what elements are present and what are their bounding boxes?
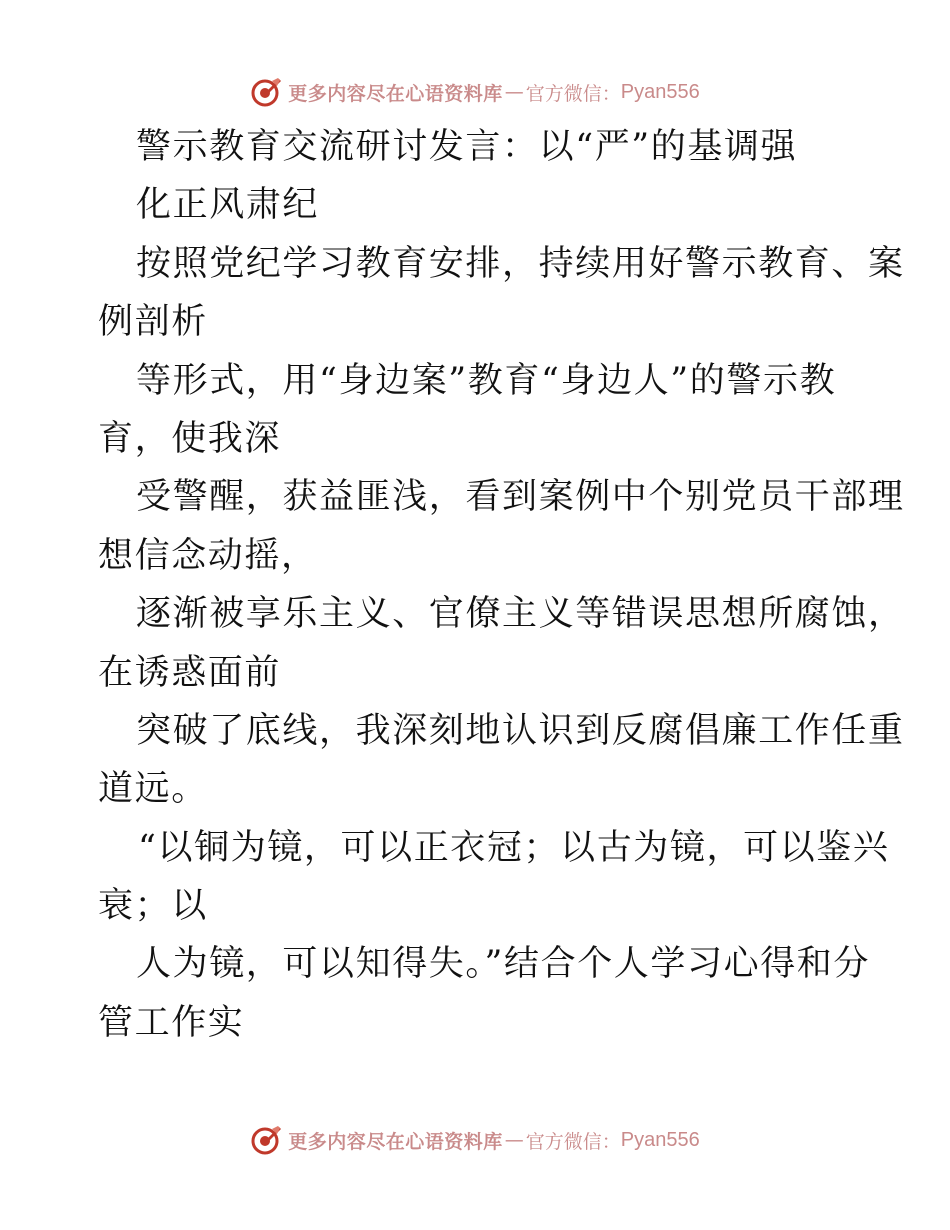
paragraph-line: 想信念动摇，: [98, 535, 318, 576]
paragraph-line: 等形式，用“身边案”教育“身边人”的警示教: [136, 360, 837, 401]
paragraph-line: 突破了底线，我深刻地认识到反腐倡廉工作任重: [136, 710, 905, 751]
banner-separator: —: [504, 1129, 524, 1151]
header-banner: [0, 72, 950, 112]
paragraph-line: 管工作实: [98, 1002, 245, 1043]
paragraph-line: 育，使我深: [98, 418, 282, 459]
quote-line: “以铜为镜，可以正衣冠；以古为镜，可以鉴兴: [138, 827, 890, 868]
banner-brand-text: 更多内容尽在心语资料库: [288, 1130, 503, 1153]
paragraph-line: 逐渐被享乐主义、官僚主义等错误思想所腐蚀，: [136, 594, 905, 635]
quill-logo-icon: [250, 76, 282, 108]
paragraph-line: 人为镜，可以知得失。”结合个人学习心得和分: [136, 944, 870, 985]
document-body: [98, 118, 905, 1052]
banner-contact-label: 官方微信：: [525, 82, 621, 105]
banner-brand-text: 更多内容尽在心语资料库: [288, 82, 503, 105]
document-title-line-2: 化正风肃纪: [136, 185, 320, 226]
paragraph-line: 道远。: [98, 769, 208, 810]
banner-separator: —: [504, 81, 524, 103]
quill-logo-icon: [250, 1124, 282, 1156]
quote-line: 衰；以: [98, 886, 208, 927]
document-title-line-1: 警示教育交流研讨发言：以“严”的基调强: [136, 127, 798, 167]
banner-contact-label: 官方微信：: [525, 1130, 621, 1153]
paragraph-line: 受警醒，获益匪浅，看到案例中个别党员干部理: [136, 477, 905, 518]
banner-contact-id: Pyan556: [620, 1128, 700, 1151]
banner-contact-id: Pyan556: [620, 80, 700, 103]
paragraph-line: 在诱惑面前: [98, 652, 282, 693]
paragraph-line: 例剖析: [98, 302, 208, 343]
footer-banner: [0, 1120, 950, 1160]
paragraph-line: 按照党纪学习教育安排，持续用好警示教育、案: [136, 243, 905, 284]
